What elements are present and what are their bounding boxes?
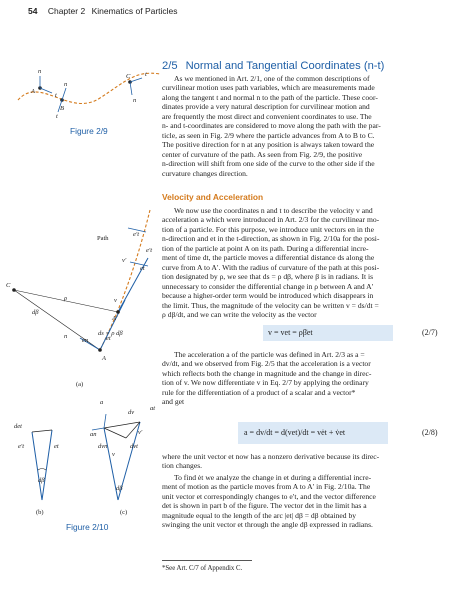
- fig10c-label: dvt: [130, 443, 138, 450]
- text-line: rule for the differentiation of a product of a scalar and a vector*: [162, 387, 356, 397]
- text-line: The positive direction for n at any position is always taken toward the: [162, 140, 375, 150]
- text-line: unit vector et correspondingly changes to e′t, and the vector difference: [162, 491, 376, 501]
- text-line: curvilinear motion uses path variables, which are measurements made: [162, 83, 375, 93]
- fig10b-label: det: [14, 423, 22, 430]
- fig10b-label: e′t: [18, 443, 25, 450]
- equation-2: a = dv/dt = d(vet)/dt = vėt + v̇et: [244, 428, 346, 437]
- text-line: We now use the coordinates n and t to describe the velocity v and: [174, 206, 373, 215]
- text-line: tion designated by ρ, we see that ds = ρ dβ, where β is in radians. It is: [162, 272, 374, 282]
- text-line: swinging the unit vector et through the angle dβ expressed in radians.: [162, 520, 373, 530]
- text-line: and get: [162, 397, 185, 407]
- fig10b-label: dβ: [38, 477, 45, 484]
- fig10a-label: (a): [76, 381, 84, 388]
- footnote: *See Art. C/7 of Appendix C.: [162, 565, 243, 572]
- fig10a-label: v′: [122, 257, 127, 264]
- text-line: n-direction and et in the t-direction, as shown in Fig. 2/10a for the posi-: [162, 234, 380, 244]
- text-line: ment of time dt, the particle moves a differential distance ds along the: [162, 253, 375, 263]
- fig9-label: C: [126, 73, 131, 80]
- fig10a-label: et: [140, 265, 145, 272]
- fig10a-label: C: [6, 282, 11, 289]
- fig10a-label: dβ: [32, 309, 39, 316]
- text-line: det is shown in part b of the figure. The vector det in the limit has a: [162, 501, 367, 511]
- chapter-label: Chapter 2: [47, 6, 86, 16]
- text-line: curvature changes direction.: [162, 168, 248, 178]
- equation-1-number: (2/7): [422, 328, 438, 337]
- equation-1: v = vet = ρβ̇et: [268, 328, 313, 337]
- fig10b-label: (b): [36, 509, 44, 516]
- equation-2-number: (2/8): [422, 428, 438, 437]
- figure-2-10a-diagram: [6, 210, 152, 388]
- fig10c-label: at: [150, 405, 156, 412]
- text-line: tion of v. We now differentiate v in Eq. 2/7 by applying the ordinary: [162, 378, 369, 388]
- text-line: magnitude equal to the length of the arc |et| dβ = dβ obtained by: [162, 510, 357, 520]
- text-line: As we mentioned in Art. 2/1, one of the common descriptions of: [174, 74, 370, 83]
- fig10a-label: e′t: [133, 231, 140, 238]
- text-line: acceleration a which were introduced in Art. 2/3 for the curvilinear mo-: [162, 215, 380, 225]
- fig9-label: t: [145, 71, 147, 78]
- text-line: which reflects both the change in magnitude and the change in direc-: [162, 368, 372, 378]
- section-number: 2/5: [162, 60, 178, 72]
- fig9-label: t: [55, 92, 57, 99]
- text-line: ρ dβ/dt, and we can write the velocity as the vector: [162, 309, 317, 319]
- fig9-label: t: [56, 113, 58, 120]
- text-line: where the unit vector et now has a nonzero derivative because its direc-: [162, 452, 380, 461]
- text-line: ment of motion as the particle moves from A to A′ in Fig. 2/10a. The: [162, 482, 371, 492]
- text-line: n-direction will shift from one side of the curve to the other side if the: [162, 159, 375, 169]
- text-line: along the tangent t and normal n to the path of the particle. These coor-: [162, 92, 378, 102]
- fig10c-label: a: [100, 399, 104, 406]
- figure-2-9-caption: Figure 2/9: [70, 126, 108, 136]
- figure-2-10b-diagram: [14, 423, 59, 516]
- figure-2-10-caption: Figure 2/10: [66, 522, 109, 532]
- fig10a-label: e′t: [146, 247, 153, 254]
- text-line: unnecessary to consider the differential change in ρ between A and A′: [162, 281, 374, 291]
- text-line: are frequently the most direct and convenient coordinates to use. The: [162, 111, 372, 121]
- text-line: dv/dt, and we observed from Fig. 2/5 that the acceleration is a vector: [162, 359, 371, 369]
- fig9-label: n: [64, 81, 68, 88]
- text-line: n- and t-coordinates are considered to move along the path with the par-: [162, 121, 381, 131]
- text-line: the limit. Thus, the magnitude of the velocity can be written v = ds/dt =: [162, 300, 379, 310]
- fig10c-label: dv: [128, 409, 135, 416]
- text-line: ticle, as seen in Fig. 2/9 where the particle advances from A to B to C.: [162, 130, 375, 140]
- fig10a-label: A′: [112, 315, 118, 322]
- fig10c-label: v: [112, 451, 115, 458]
- text-line: because a higher-order term would be introduced which disappears in: [162, 291, 374, 301]
- figure-2-9-diagram: [18, 68, 160, 120]
- fig10a-label: ds = ρ dβ: [98, 330, 123, 337]
- text-line: dinates provide a very natural description for curvilinear motion and: [162, 102, 370, 112]
- fig10a-label: Path: [97, 235, 109, 242]
- fig10c-label: v′: [138, 429, 143, 436]
- fig9-label: n: [133, 97, 137, 104]
- fig10c-label: (c): [120, 509, 128, 516]
- chapter-title: Kinematics of Particles: [91, 6, 178, 16]
- figure-2-10c-diagram: [90, 399, 155, 516]
- fig10c-label: dβ: [116, 485, 123, 492]
- text-line: To find ėt we analyze the change in et during a differential incre-: [174, 473, 372, 482]
- text-line: The acceleration a of the particle was defined in Art. 2/3 as a =: [174, 350, 365, 359]
- text-line: tion changes.: [162, 461, 203, 471]
- fig10a-label: ρ: [64, 295, 68, 302]
- fig10a-label: en: [82, 337, 89, 344]
- fig9-label: n: [38, 68, 42, 75]
- fig10b-label: et: [54, 443, 59, 450]
- fig9-label: A: [31, 88, 35, 95]
- fig10c-label: an: [90, 431, 97, 438]
- section-title-text: Normal and Tangential Coordinates (n-t): [185, 60, 385, 72]
- text-line: center of curvature of the path. As seen from Fig. 2/9, the positive: [162, 149, 363, 159]
- fig10a-label: A: [102, 355, 106, 362]
- fig10a-label: n: [64, 333, 68, 340]
- fig9-label: B: [60, 105, 64, 112]
- text-line: curve from A to A′. With the radius of curvature of the path at this posi-: [162, 262, 380, 272]
- subheading: Velocity and Acceleration: [162, 192, 264, 202]
- text-line: tion of the particle at point A on its path. During a differential incre-: [162, 243, 369, 253]
- text-line: tion of a particle. For this purpose, we introduce unit vectors en in the: [162, 224, 374, 234]
- fig10a-label: v: [114, 297, 117, 304]
- fig10c-label: dvn: [98, 443, 108, 450]
- fig10a-label: et: [106, 335, 111, 342]
- page-number: 54: [28, 6, 38, 16]
